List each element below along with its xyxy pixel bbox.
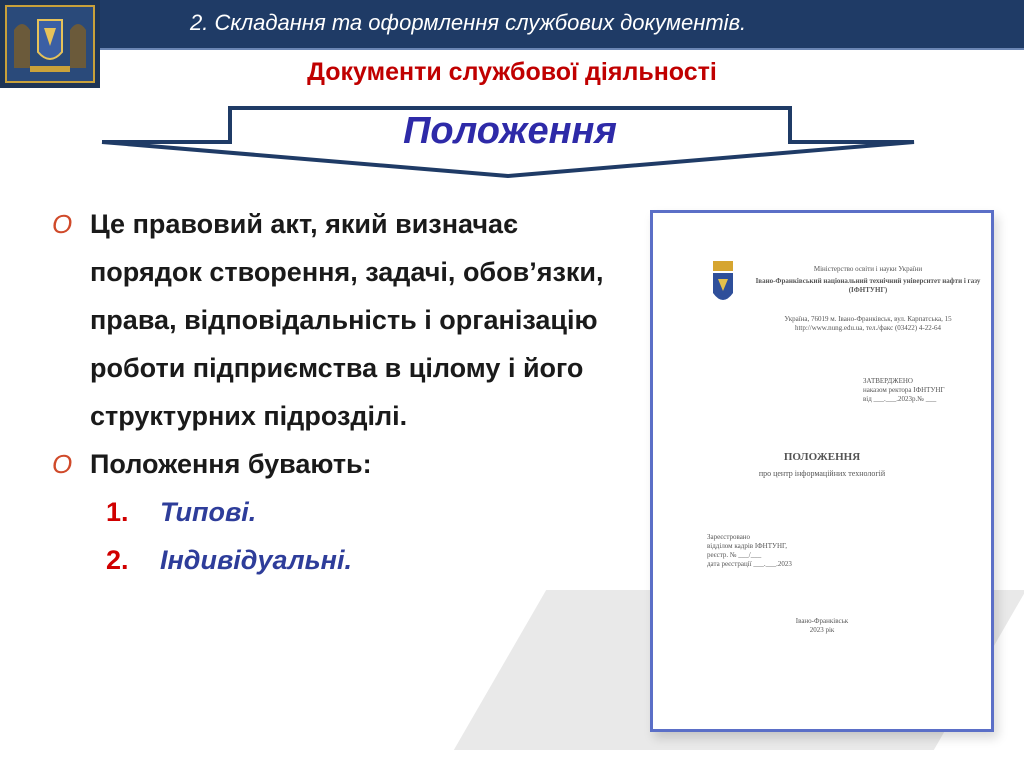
doc-title: ПОЛОЖЕННЯ: [783, 451, 861, 463]
bullet-marker-icon: O: [52, 209, 73, 239]
doc-subtitle: про центр інформаційних технологій: [758, 469, 886, 478]
bullet-item: [52, 440, 612, 488]
doc-university: Івано-Франківський національний технічний університет нафти і газу (ІФНТУНГ): [755, 277, 981, 294]
section-heading: Документи службової діяльності: [307, 58, 717, 86]
document-preview: [650, 210, 994, 732]
item-number: 1.: [106, 497, 129, 527]
numbered-item: [52, 488, 612, 536]
item-text: Індивідуальні.: [160, 545, 352, 575]
header-bar: [0, 0, 1024, 50]
bullet-list: [52, 200, 612, 584]
numbered-item: [52, 536, 612, 584]
bullet-item: [52, 200, 612, 440]
item-number: 2.: [106, 545, 129, 575]
doc-address: Україна, 76019 м. Івано-Франківськ, вул. Карпатська, 15 http://www.nung.edu.ua, тел./факс (03422) 4-22-64: [784, 315, 952, 332]
header-title: 2. Складання та оформлення службових документів.: [190, 10, 747, 35]
numbered-list: [52, 488, 612, 584]
bullet-marker-icon: O: [52, 449, 73, 479]
doc-city-year: Івано-Франківськ 2023 рік: [795, 617, 849, 634]
bullet-text: Це правовий акт, який визначає порядок створення, задачі, обов’язки, права, відповідальність і організацію роботи підприємства в цілому і його структурних підрозділі.: [90, 209, 604, 431]
item-text: Типові.: [160, 497, 257, 527]
university-crest-icon: [710, 259, 736, 311]
bullet-text: Положення бувають:: [90, 449, 372, 479]
banner-title: Положення: [403, 110, 617, 152]
doc-ministry: Міністерство освіти і науки України: [813, 265, 923, 273]
doc-registered: Зареєстровано відділом кадрів ІФНТУНГ, реєстр. № ___/___ дата реєстрації ___.___.2023: [707, 533, 792, 568]
doc-approved: ЗАТВЕРДЖЕНО наказом ректора ІФНТУНГ від ___.___.2023р.№ ___: [863, 377, 945, 403]
